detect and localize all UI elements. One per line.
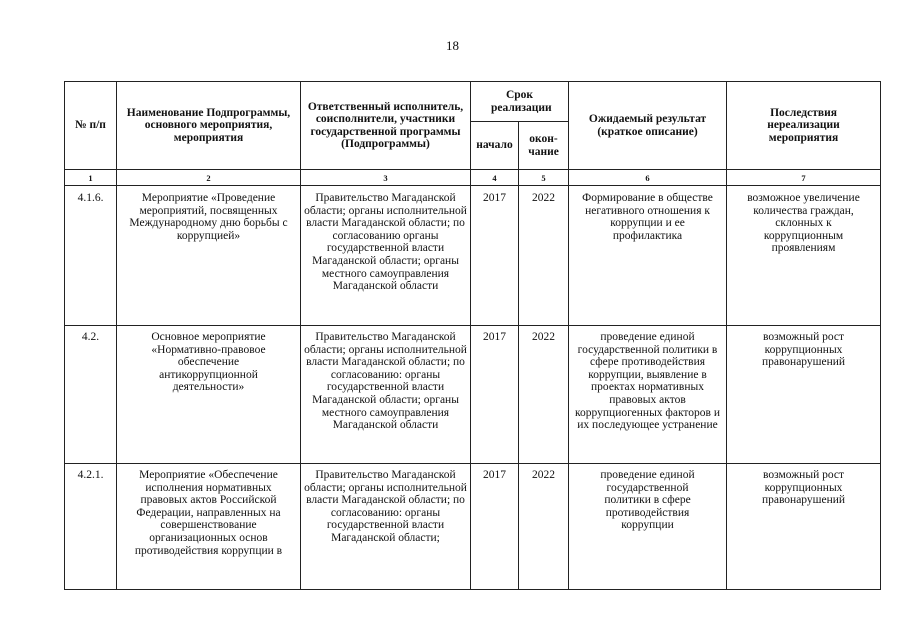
row-end: 2022 (519, 464, 569, 590)
row-name: Основное мероприятие «Нормативно-правовое обеспечение антикоррупционной деятельности» (117, 326, 301, 464)
column-number-6: 6 (569, 170, 727, 186)
header-end: окон-чание (519, 122, 569, 170)
table-row (65, 326, 881, 464)
column-number-4: 4 (471, 170, 519, 186)
table-row (65, 464, 881, 590)
header-consequences: Последствия нереализации мероприятия (727, 82, 881, 170)
header-result: Ожидаемый результат (краткое описание) (569, 82, 727, 170)
row-num: 4.1.6. (65, 186, 117, 326)
row-result: Формирование в обществе негативного отношения к коррупции и ее профилактика (569, 186, 727, 326)
table-row (65, 186, 881, 326)
column-number-2: 2 (117, 170, 301, 186)
header-num: № п/п (65, 82, 117, 170)
column-number-1: 1 (65, 170, 117, 186)
header-executor: Ответственный исполнитель, соисполнители, участники государственной программы (Подпрограммы) (301, 82, 471, 170)
row-num: 4.2.1. (65, 464, 117, 590)
row-start: 2017 (471, 326, 519, 464)
row-consequences: возможное увеличение количества граждан, склонных к коррупционным проявлениям (727, 186, 881, 326)
row-consequences: возможный рост коррупционных правонарушений (727, 464, 881, 590)
row-consequences: возможный рост коррупционных правонарушений (727, 326, 881, 464)
row-executor: Правительство Магаданской области; органы исполнительной власти Магаданской области; по согласованию: органы государственной власти Магаданской области; органы местного самоуправления Магаданской области (301, 326, 471, 464)
row-name: Мероприятие «Проведение мероприятий, посвященных Международному дню борьбы с коррупцией» (117, 186, 301, 326)
page-number: 18 (446, 38, 459, 53)
row-executor: Правительство Магаданской области; органы исполнительной власти Магаданской области; по согласованию: органы государственной власти Магаданской области; (301, 464, 471, 590)
header-term: Срок реализации (471, 82, 569, 122)
header-row-1 (65, 82, 881, 122)
column-number-7: 7 (727, 170, 881, 186)
row-result: проведение единой государственной политики в сфере противодействия коррупции, выявление в проектах нормативных правовых актов коррупциогенных факторов и их последующее устранение (569, 326, 727, 464)
header-start: начало (471, 122, 519, 170)
row-end: 2022 (519, 326, 569, 464)
row-executor: Правительство Магаданской области; органы исполнительной власти Магаданской области; по согласованию органы государственной власти Магаданской области; органы местного самоуправления Магаданской области (301, 186, 471, 326)
column-numbers-row (65, 170, 881, 186)
column-number-5: 5 (519, 170, 569, 186)
column-number-3: 3 (301, 170, 471, 186)
row-end: 2022 (519, 186, 569, 326)
row-num: 4.2. (65, 326, 117, 464)
row-result: проведение единой государственной политики в сфере противодействия коррупции (569, 464, 727, 590)
program-table (64, 81, 881, 590)
header-name: Наименование Подпрограммы, основного мероприятия, мероприятия (117, 82, 301, 170)
row-start: 2017 (471, 186, 519, 326)
row-start: 2017 (471, 464, 519, 590)
row-name: Мероприятие «Обеспечение исполнения нормативных правовых актов Российской Федерации, направленных на совершенствование организационных основ противодействия коррупции в (117, 464, 301, 590)
